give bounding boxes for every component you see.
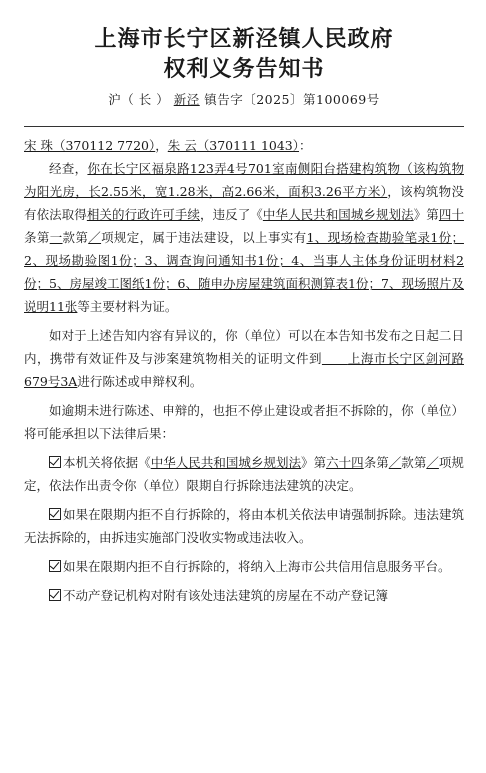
appeal-address: 上海市长宁区剑河路679号3A bbox=[24, 351, 464, 389]
doc-suffix: 镇告字〔2025〕第100069号 bbox=[204, 92, 380, 107]
findings-paragraph bbox=[24, 157, 464, 318]
appeal-text: 如对于上述告知内容有异议的，你（单位）可以在本告知书发布之日起二日内，携带有效证件及与涉案建筑物相关的证明文件到 bbox=[24, 328, 464, 366]
violated-law: 中华人民共和国城乡规划法 bbox=[262, 207, 414, 222]
consequence-item-1 bbox=[24, 451, 464, 497]
item2-text: 如果在限期内拒不自行拆除的，将由本机关依法申请强制拆除。违法建筑无法拆除的，由拆违实施部门没收实物或违法收入。 bbox=[24, 507, 464, 545]
document-number bbox=[24, 90, 464, 108]
item4-text: 不动产登记机构对附有该处违法建筑的房屋在不动产登记簿 bbox=[63, 588, 389, 603]
violation-location: 你在长宁区福泉路123弄4号701室南侧阳台搭建构筑物（该构筑物为阳光房，长2.55米，宽1.28米，高2.66米，面积3.26平方米） bbox=[24, 161, 464, 199]
item1-tail: 项规定，依法作出责令你（单位）限期自行拆除违法建筑的决定。 bbox=[24, 455, 464, 493]
party1-id: （370112 7720） bbox=[52, 138, 156, 153]
item1-clause: ／ bbox=[388, 455, 402, 470]
findings-text-4: 条第 bbox=[24, 230, 50, 245]
document-title: 上海市长宁区新泾镇人民政府 bbox=[94, 26, 394, 52]
consequence-item-3 bbox=[24, 555, 464, 578]
parties-line bbox=[24, 135, 464, 157]
consequences-intro: 如逾期未进行陈述、申辩的，也拒不停止建设或者拒不拆除的，你（单位）将可能承担以下法律后果： bbox=[24, 403, 464, 441]
party2-name: 朱 云 bbox=[167, 138, 197, 153]
party2-id: （370111 1043） bbox=[196, 138, 300, 153]
checkbox-checked-icon bbox=[49, 456, 61, 468]
doc-prefix: 沪（ 长 ） bbox=[108, 92, 170, 107]
party1-name: 宋 珠 bbox=[24, 138, 53, 153]
findings-text-6: 项规定，属于违法建设，以上事实有 bbox=[101, 230, 307, 245]
appeal-blank bbox=[322, 351, 348, 366]
consequence-item-4 bbox=[24, 584, 464, 607]
checkbox-checked-icon bbox=[49, 560, 61, 572]
law-article: 四十 bbox=[438, 207, 464, 222]
checkbox-checked-icon bbox=[49, 589, 61, 601]
permit-status: 相关的行政许可手续 bbox=[86, 207, 200, 222]
header-divider bbox=[24, 126, 464, 127]
findings-tail: 等主要材料为证。 bbox=[77, 299, 178, 314]
document-subtitle: 权利义务告知书 bbox=[163, 56, 325, 82]
evidence-list: 1、现场检查勘验笔录1份；2、现场勘验图1份；3、调查询问通知书1份；4、当事人主体身份证明材料2份；5、房屋竣工图纸1份；6、随申办房屋建筑面积测算表1份；7、现场照片及说明11张 bbox=[24, 230, 464, 314]
item1-item: ／ bbox=[426, 455, 439, 470]
findings-lead: 经查， bbox=[49, 161, 88, 176]
findings-text-1: ，该构筑物没有依法取得 bbox=[24, 184, 464, 222]
item1-text-2: 》第 bbox=[301, 455, 327, 470]
item1-text-3: 条第 bbox=[363, 455, 389, 470]
appeal-tail: 进行陈述或申辩权利。 bbox=[77, 374, 203, 389]
item1-article: 六十四 bbox=[326, 455, 364, 470]
law-item: ／ bbox=[88, 230, 102, 245]
item1-law: 中华人民共和国城乡规划法 bbox=[150, 455, 302, 470]
consequence-item-2 bbox=[24, 503, 464, 549]
party-separator: ， bbox=[155, 138, 168, 153]
checkbox-checked-icon bbox=[49, 508, 61, 520]
findings-text-3: 》第 bbox=[413, 207, 439, 222]
item3-text: 如果在限期内拒不自行拆除的，将纳入上海市公共信用信息服务平台。 bbox=[63, 559, 451, 574]
item1-text-1: 本机关将依据《 bbox=[63, 455, 151, 470]
party-colon: ： bbox=[299, 138, 312, 153]
appeal-paragraph bbox=[24, 324, 464, 393]
law-clause: 一 bbox=[49, 230, 63, 245]
findings-text-5: 款第 bbox=[62, 230, 89, 245]
item1-text-4: 款第 bbox=[401, 455, 427, 470]
doc-town: 新泾 bbox=[173, 92, 200, 107]
findings-text-2: ，违反了《 bbox=[200, 207, 263, 222]
